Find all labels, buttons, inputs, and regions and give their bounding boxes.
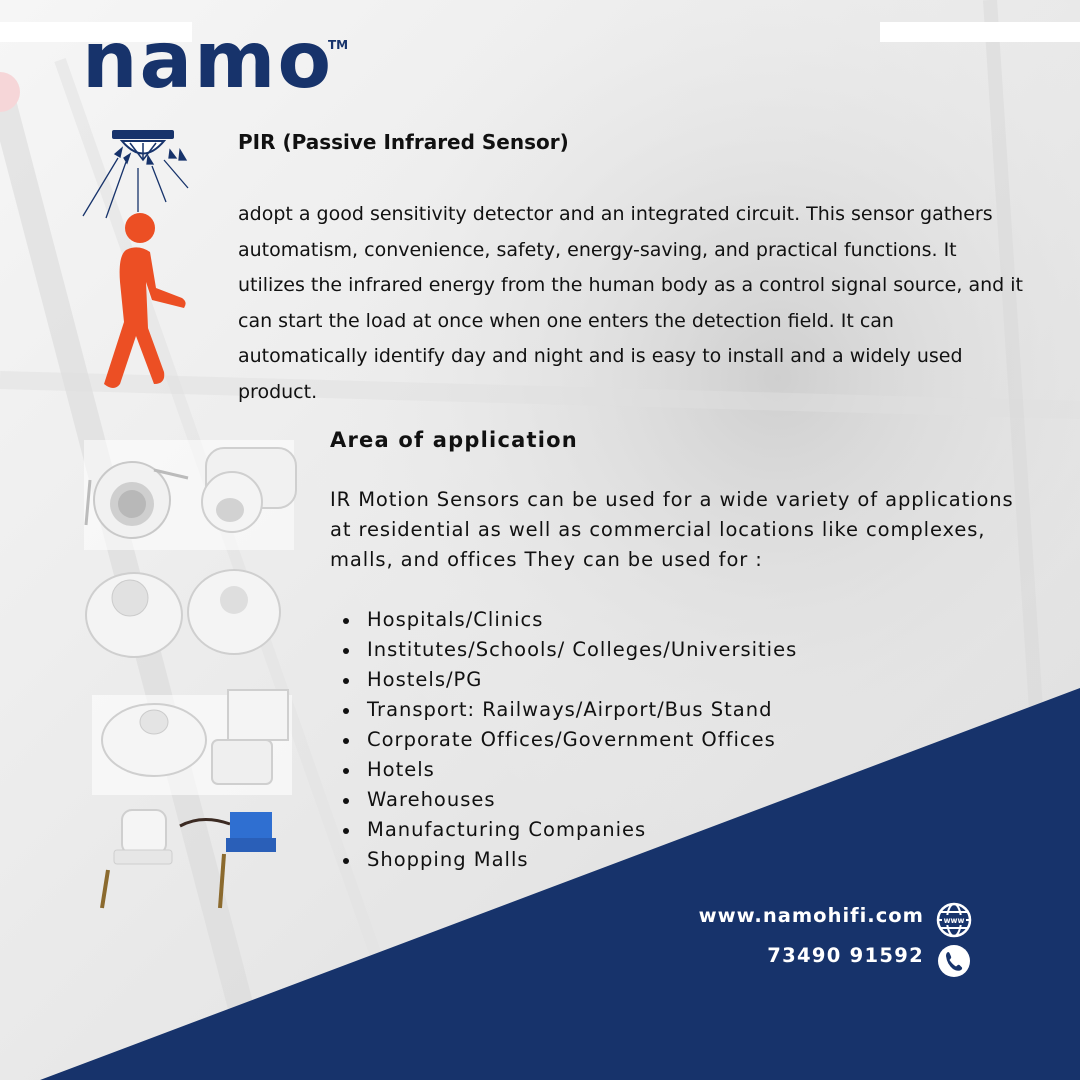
product-ceiling-sensor-2 — [188, 570, 280, 654]
svg-text:www: www — [943, 916, 965, 925]
product-photos — [84, 440, 304, 915]
application-intro: IR Motion Sensors can be used for a wide variety of applications at residential as well as commercial locations like complexes, malls, and offices They can be used for : — [330, 488, 1014, 571]
list-item: Hostels/PG — [340, 665, 797, 695]
application-title: Area of application — [330, 428, 578, 452]
pir-description: adopt a good sensitivity detector and an integrated circuit. This sensor gathers automatism, convenience, safety, energy-saving, and practical functions. It utilizes the infrared energy from the human body as a control signal source, and it can start the load at once when one enters the detection field. It can automatically identify day and night and is easy to install and a widely used product. — [238, 203, 1023, 403]
product-ceiling-sensor-1 — [86, 573, 182, 657]
phone-number[interactable]: 73490 91592 — [767, 944, 924, 967]
website-link[interactable]: www.namohifi.com — [698, 904, 924, 927]
list-item: Institutes/Schools/ Colleges/Universities — [340, 635, 797, 665]
list-item: Shopping Malls — [340, 845, 797, 875]
walking-person-icon — [104, 213, 186, 388]
trademark-mark: TM — [328, 38, 349, 52]
list-item: Hotels — [340, 755, 797, 785]
list-item: Corporate Offices/Government Offices — [340, 725, 797, 755]
phone-icon — [937, 944, 971, 978]
globe-icon — [936, 902, 972, 938]
list-item: Warehouses — [340, 785, 797, 815]
product-photocell-white — [102, 810, 172, 908]
pir-illustration — [78, 122, 208, 402]
application-list — [340, 605, 797, 875]
product-photocell-blue — [180, 812, 276, 908]
ceiling-pir-sensor-icon — [83, 130, 188, 218]
brand-logo: namo — [82, 16, 334, 106]
list-item: Hospitals/Clinics — [340, 605, 797, 635]
pir-title: PIR (Passive Infrared Sensor) — [238, 130, 569, 154]
list-item: Manufacturing Companies — [340, 815, 797, 845]
list-item: Transport: Railways/Airport/Bus Stand — [340, 695, 797, 725]
